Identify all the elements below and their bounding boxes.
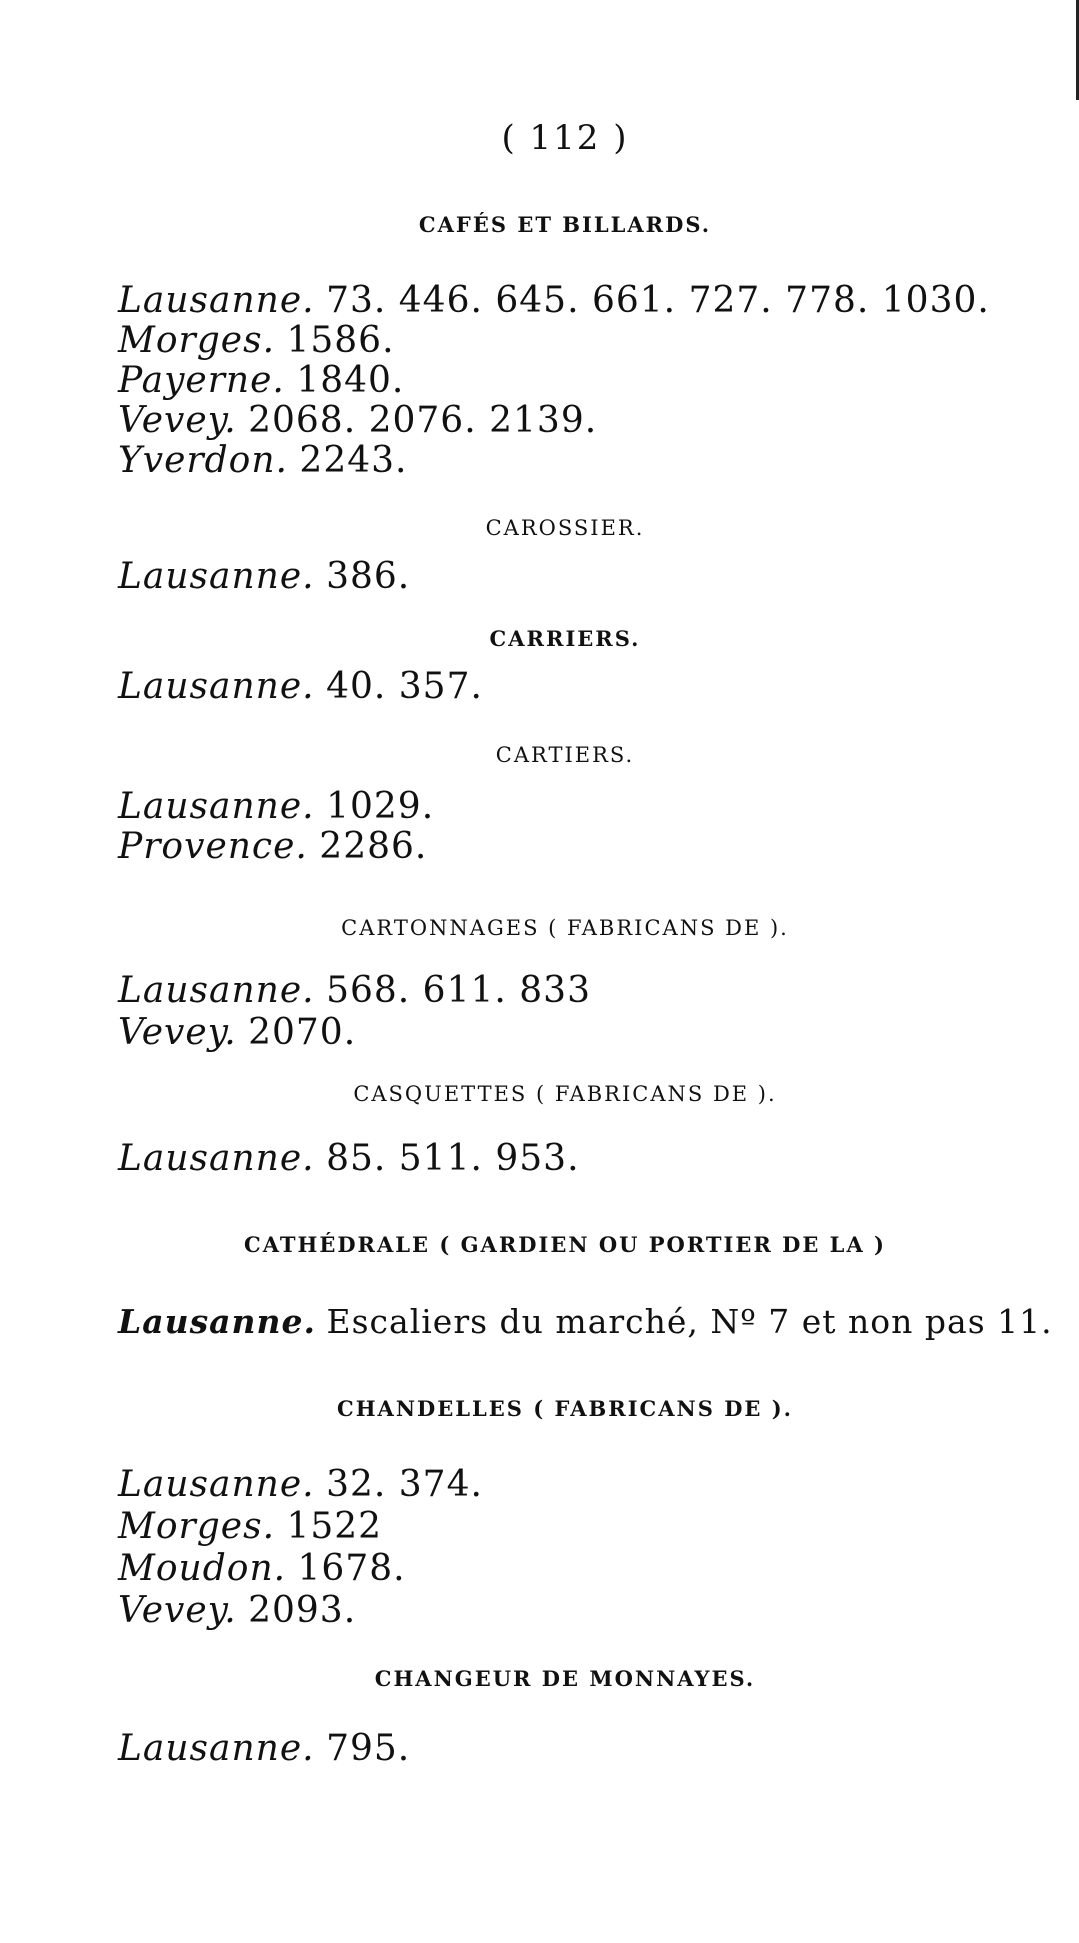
entry-numbers: 32. 374.	[326, 1464, 483, 1505]
entry-line	[118, 1728, 410, 1769]
entry-place: Lausanne.	[118, 1138, 315, 1179]
entry-place: Lausanne.	[118, 1464, 315, 1505]
entry-line	[118, 1590, 356, 1631]
entry-numbers: 1586.	[286, 320, 395, 361]
entry-numbers: 1840.	[296, 360, 405, 401]
section-heading: CATHÉDRALE ( GARDIEN OU PORTIER DE LA )	[244, 1232, 886, 1257]
entry-numbers: 2070.	[248, 1012, 357, 1053]
entry-line	[118, 1548, 406, 1589]
entry-line	[118, 1302, 1053, 1341]
entry-line	[118, 440, 407, 481]
entry-line	[118, 666, 483, 707]
entry-place: Lausanne.	[118, 970, 315, 1011]
entry-numbers: Escaliers du marché, Nº 7 et non pas 11.	[326, 1302, 1053, 1341]
section-heading: CARTONNAGES ( FABRICANS DE ).	[341, 916, 789, 940]
entry-line	[118, 360, 404, 401]
entry-place: Lausanne.	[118, 556, 315, 597]
section-heading: CAFÉS ET BILLARDS.	[418, 212, 712, 237]
entry-place: Morges.	[118, 320, 276, 361]
entry-place: Moudon.	[118, 1548, 287, 1589]
entry-line	[118, 826, 427, 867]
entry-line	[118, 280, 990, 321]
entry-numbers: 2068. 2076. 2139.	[248, 400, 598, 441]
entry-line	[118, 556, 410, 597]
entry-place: Morges.	[118, 1506, 276, 1547]
entry-numbers: 73. 446. 645. 661. 727. 778. 1030.	[326, 280, 990, 321]
entry-line	[118, 1138, 580, 1179]
entry-place: Lausanne.	[118, 666, 315, 707]
section-heading: CHANDELLES ( FABRICANS DE ).	[337, 1396, 793, 1421]
entry-numbers: 85. 511. 953.	[326, 1138, 580, 1179]
entry-place: Vevey.	[118, 1012, 237, 1053]
page-number: ( 112 )	[501, 118, 629, 158]
entry-numbers: 568. 611. 833	[326, 970, 591, 1011]
section-heading: CARRIERS.	[489, 626, 641, 651]
entry-place: Vevey.	[118, 400, 237, 441]
entry-place: Lausanne.	[118, 1302, 317, 1341]
entry-line	[118, 1464, 483, 1505]
entry-line	[118, 320, 395, 361]
entry-place: Provence.	[118, 826, 308, 867]
entry-numbers: 2243.	[299, 440, 408, 481]
entry-place: Vevey.	[118, 1590, 237, 1631]
entry-place: Yverdon.	[118, 440, 288, 481]
entry-numbers: 386.	[326, 556, 411, 597]
entry-place: Lausanne.	[118, 1728, 315, 1769]
entry-line	[118, 786, 434, 827]
entry-place: Lausanne.	[118, 786, 315, 827]
entry-numbers: 2286.	[319, 826, 428, 867]
entry-numbers: 1522	[286, 1506, 383, 1547]
entry-place: Lausanne.	[118, 280, 315, 321]
section-heading: CASQUETTES ( FABRICANS DE ).	[353, 1082, 777, 1106]
entry-line	[118, 1012, 356, 1053]
entry-line	[118, 970, 591, 1011]
section-heading: CAROSSIER.	[485, 516, 645, 540]
entry-numbers: 40. 357.	[326, 666, 483, 707]
section-heading: CHANGEUR DE MONNAYES.	[374, 1666, 756, 1691]
entry-line	[118, 1506, 382, 1547]
entry-line	[118, 400, 597, 441]
entry-numbers: 2093.	[248, 1590, 357, 1631]
entry-place: Payerne.	[118, 360, 285, 401]
entry-numbers: 795.	[326, 1728, 411, 1769]
section-heading: CARTIERS.	[495, 743, 635, 767]
entry-numbers: 1678.	[297, 1548, 406, 1589]
entry-numbers: 1029.	[326, 786, 435, 827]
